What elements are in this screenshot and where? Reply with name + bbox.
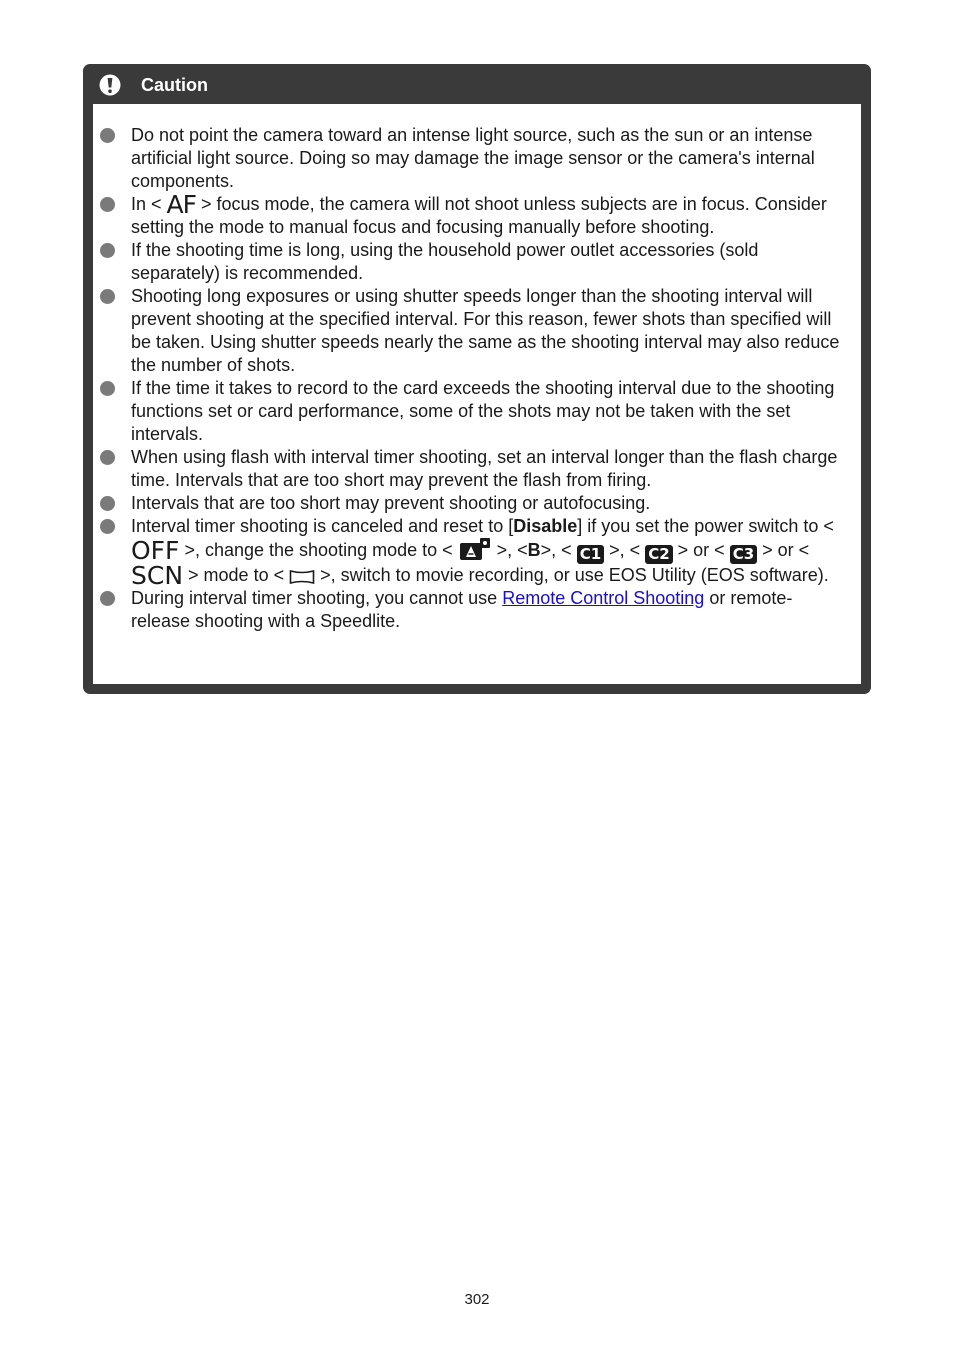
scene-intelligent-auto-icon	[458, 538, 492, 560]
caution-body	[93, 104, 861, 684]
list-item: During interval timer shooting, you cannot use Remote Control Shooting or remote-release shooting with a Speedlite.	[93, 587, 861, 633]
power-off-icon: OFF	[131, 536, 180, 565]
list-item: Shooting long exposures or using shutter speeds longer than the shooting interval will prevent shooting at the specified interval. For this reason, fewer shots than specified will be taken. Using shutter speeds nearly the same as the shooting interval may also reduce the number of shots.	[93, 285, 861, 377]
list-item: In < AF > focus mode, the camera will not shoot unless subjects are in focus. Consider setting the mode to manual focus and focusing manually before shooting.	[93, 193, 861, 239]
list-item: If the time it takes to record to the card exceeds the shooting interval due to the shooting functions set or card performance, some of the shots may not be taken with the set intervals.	[93, 377, 861, 446]
list-item: When using flash with interval timer shooting, set an interval longer than the flash charge time. Intervals that are too short may prevent the flash from firing.	[93, 446, 861, 492]
custom-mode-c3-icon: C3	[730, 545, 757, 564]
list-item: Interval timer shooting is canceled and reset to [Disable] if you set the power switch to < OFF >, change the shooting mode to < >, <B>, < C1 >, < C2 > or < C3 > or < SCN > mode to < >, switch to movie recording, or use EOS Utility (EOS software).	[93, 515, 861, 587]
caution-header	[83, 64, 871, 104]
list-item: Do not point the camera toward an intense light source, such as the sun or an intense artificial light source. Doing so may damage the image sensor or the camera's internal components.	[93, 124, 861, 193]
af-icon: AF	[166, 190, 197, 219]
remote-control-shooting-link[interactable]: Remote Control Shooting	[502, 588, 705, 608]
movie-frame-icon	[289, 569, 315, 585]
caution-title: Caution	[141, 75, 208, 95]
list-item: Intervals that are too short may prevent shooting or autofocusing.	[93, 492, 861, 515]
bullet-icon	[100, 519, 115, 534]
bullet-icon	[100, 243, 115, 258]
bullet-icon	[100, 289, 115, 304]
warning-icon	[99, 74, 121, 96]
bullet-icon	[100, 128, 115, 143]
bullet-icon	[100, 496, 115, 511]
bullet-icon	[100, 197, 115, 212]
caution-list	[93, 124, 861, 633]
bullet-icon	[100, 450, 115, 465]
bullet-icon	[100, 591, 115, 606]
page-number: 302	[464, 1291, 490, 1308]
scene-mode-icon: SCN	[131, 561, 184, 590]
caution-box	[83, 64, 871, 694]
custom-mode-c1-icon: C1	[577, 545, 604, 564]
bullet-icon	[100, 381, 115, 396]
custom-mode-c2-icon: C2	[645, 545, 672, 564]
list-item: If the shooting time is long, using the household power outlet accessories (sold separately) is recommended.	[93, 239, 861, 285]
